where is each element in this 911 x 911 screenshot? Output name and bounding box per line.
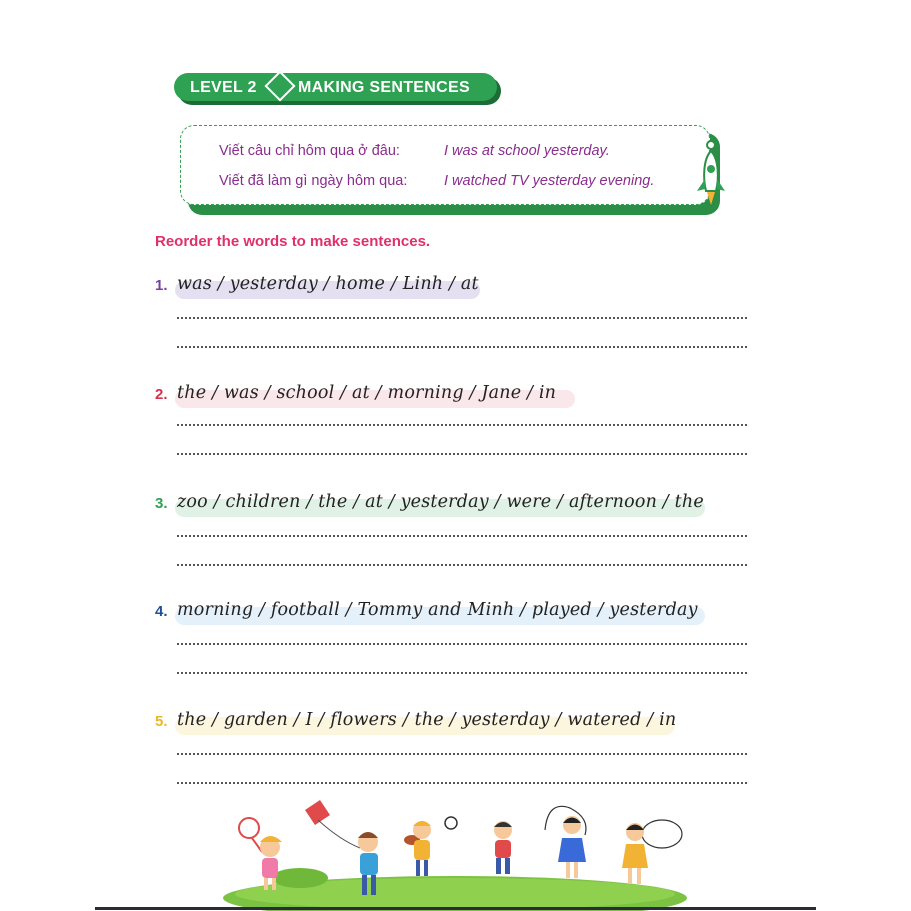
- answer-line[interactable]: [177, 317, 747, 319]
- item-number: 1.: [155, 277, 168, 294]
- answer-line[interactable]: [177, 782, 747, 784]
- answer-line[interactable]: [177, 672, 747, 674]
- answer-line[interactable]: [177, 346, 747, 348]
- child-figure: [545, 806, 586, 878]
- item-number: 4.: [155, 603, 168, 620]
- child-figure: [622, 820, 682, 884]
- item-number: 3.: [155, 495, 168, 512]
- item-words: the / was / school / at / morning / Jane / in: [177, 383, 557, 403]
- item-words: morning / football / Tommy and Minh / played / yesterday: [177, 600, 698, 620]
- child-figure: [404, 817, 457, 876]
- section-title: MAKING SENTENCES: [298, 79, 470, 96]
- page-footer-rule: [95, 907, 816, 910]
- tip-example-2: I watched TV yesterday evening.: [444, 173, 655, 189]
- child-figure: [494, 821, 512, 874]
- tip-label-2: Viết đã làm gì ngày hôm qua:: [219, 173, 408, 189]
- item-words: zoo / children / the / at / yesterday / were / afternoon / the: [177, 492, 704, 512]
- children-playing-illustration: [0, 790, 911, 911]
- answer-line[interactable]: [177, 453, 747, 455]
- item-number: 2.: [155, 386, 168, 403]
- answer-line[interactable]: [177, 564, 747, 566]
- answer-line[interactable]: [177, 424, 747, 426]
- child-figure: [239, 818, 282, 890]
- item-words: the / garden / I / flowers / the / yesterday / watered / in: [177, 710, 677, 730]
- rocket-icon: [694, 139, 728, 207]
- answer-line[interactable]: [177, 643, 747, 645]
- item-words: was / yesterday / home / Linh / at: [177, 274, 479, 294]
- tip-box-body: [180, 125, 710, 205]
- item-number: 5.: [155, 713, 168, 730]
- instruction-text: Reorder the words to make sentences.: [155, 233, 431, 250]
- tip-box: [180, 125, 718, 213]
- tip-label-1: Viết câu chỉ hôm qua ở đâu:: [219, 143, 400, 159]
- answer-line[interactable]: [177, 535, 747, 537]
- section-header: [174, 73, 501, 103]
- level-label: LEVEL 2: [190, 79, 257, 96]
- answer-line[interactable]: [177, 753, 747, 755]
- tip-example-1: I was at school yesterday.: [444, 143, 610, 159]
